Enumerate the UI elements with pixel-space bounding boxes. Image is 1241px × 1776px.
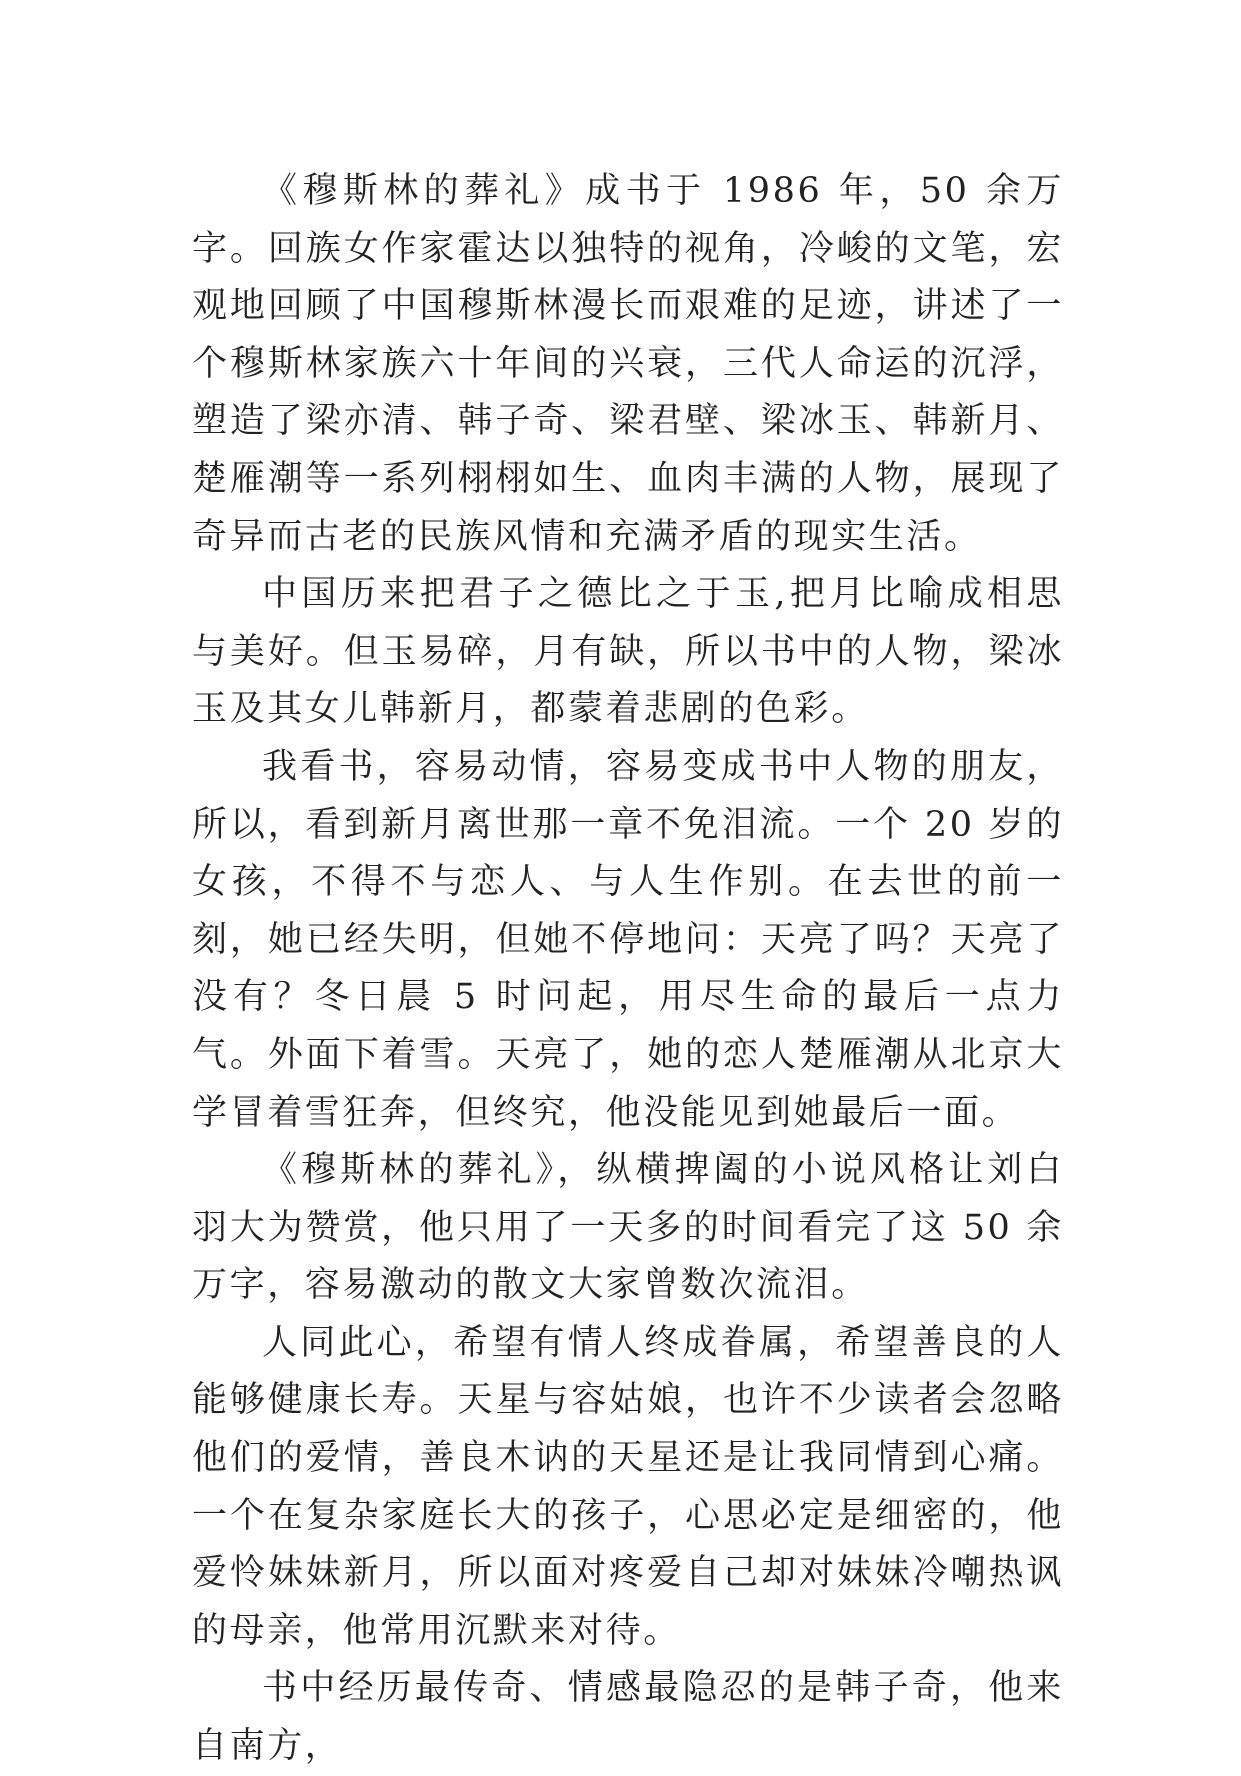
paragraph-tianxing: 人同此心，希望有情人终成眷属，希望善良的人能够健康长寿。天星与容姑娘，也许不少读者会忽略他们的爱情，善良木讷的天星还是让我同情到心痛。一个在复杂家庭长大的孩子，心思必定是细密的，他爱怜妹妹新月，所以面对疼爱自己却对妹妹冷嘲热讽的母亲，他常用沉默来对待。 bbox=[192, 1322, 1064, 1651]
article-body bbox=[192, 163, 1064, 1776]
paragraph-xinyue: 我看书，容易动情，容易变成书中人物的朋友，所以，看到新月离世那一章不免泪流。一个 20 岁的女孩，不得不与恋人、与人生作别。在去世的前一刻，她已经失明，但她不停地问：天亮了吗？天亮了没有？冬日晨 5 时问起，用尽生命的最后一点力气。外面下着雪。天亮了，她的恋人楚雁潮从北京大学冒着雪狂奔，但终究，他没能见到她最后一面。 bbox=[192, 746, 1064, 1133]
paragraph-intro: 《穆斯林的葬礼》成书于 1986 年，50 余万字。回族女作家霍达以独特的视角，冷峻的文笔，宏观地回顾了中国穆斯林漫长而艰难的足迹，讲述了一个穆斯林家族六十年间的兴衰，三代人命运的沉浮，塑造了梁亦清、韩子奇、梁君壁、梁冰玉、韩新月、楚雁潮等一系列栩栩如生、血肉丰满的人物，展现了奇异而古老的民族风情和充满矛盾的现实生活。 bbox=[192, 171, 1064, 557]
paragraph-jade-moon: 中国历来把君子之德比之于玉,把月比喻成相思与美好。但玉易碎，月有缺，所以书中的人物，梁冰玉及其女儿韩新月，都蒙着悲剧的色彩。 bbox=[192, 574, 1064, 730]
paragraph-han-ziqi: 书中经历最传奇、情感最隐忍的是韩子奇，他来自南方， bbox=[192, 1668, 1064, 1767]
paragraph-liu-baiyu: 《穆斯林的葬礼》，纵横捭阖的小说风格让刘白羽大为赞赏，他只用了一天多的时间看完了这 50 余万字，容易激动的散文大家曾数次流泪。 bbox=[192, 1150, 1064, 1306]
